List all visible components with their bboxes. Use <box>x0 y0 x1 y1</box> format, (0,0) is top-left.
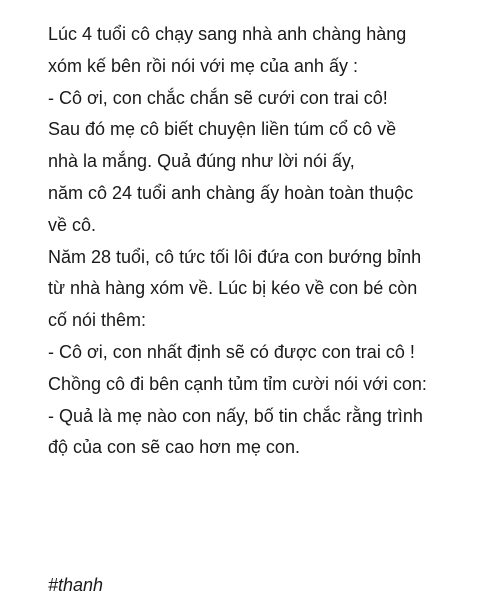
text-line: Sau đó mẹ cô biết chuyện liền túm cổ cô về <box>48 119 397 140</box>
text-line: năm cô 24 tuổi anh chàng ấy hoàn toàn thuộc <box>48 182 414 203</box>
text-line: Chồng cô đi bên cạnh tủm tỉm cười nói với con: <box>48 373 427 394</box>
text-line: Lúc 4 tuổi cô chạy sang nhà anh chàng hàng <box>48 24 407 44</box>
text-line: từ nhà hàng xóm về. Lúc bị kéo về con bé còn <box>48 278 418 299</box>
text-line: xóm kế bên rồi nói với mẹ của anh ấy : <box>48 55 358 76</box>
post-body <box>48 19 474 464</box>
hashtag: #thanh <box>48 575 104 595</box>
text-line: Năm 28 tuổi, cô tức tối lôi đứa con bướng bỉnh <box>48 246 422 267</box>
text-line: - Quả là mẹ nào con nấy, bố tin chắc rằng trình <box>48 405 423 426</box>
text-line: nhà la mắng. Quả đúng như lời nói ấy, <box>48 151 355 172</box>
text-line: - Cô ơi, con chắc chắn sẽ cưới con trai cô! <box>48 87 388 108</box>
text-line: về cô. <box>48 214 97 235</box>
text-line: cố nói thêm: <box>48 310 147 331</box>
text-line: - Cô ơi, con nhất định sẽ có được con trai cô ! <box>48 341 415 362</box>
text-line: độ của con sẽ cao hơn mẹ con. <box>48 437 300 458</box>
